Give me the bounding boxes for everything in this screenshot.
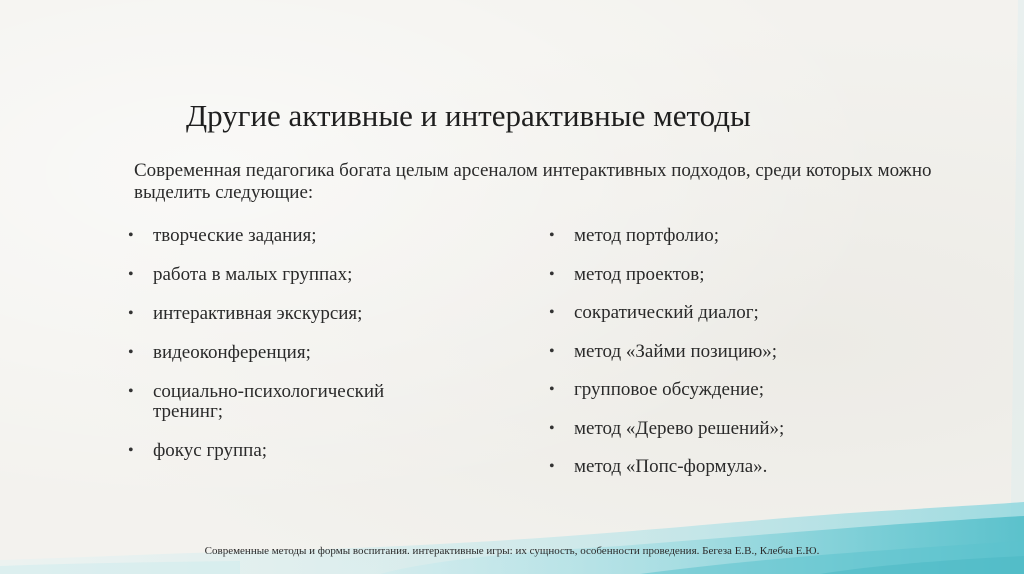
bullet-icon: • xyxy=(128,344,134,361)
list-item-text: метод «Займи позицию»; xyxy=(574,340,778,362)
bullet-icon: • xyxy=(549,381,555,398)
bullet-icon: • xyxy=(549,342,555,360)
list-item xyxy=(549,342,949,362)
list-item-text: социально-психологический тренинг; xyxy=(153,381,385,422)
list-item-text: работа в малых группах; xyxy=(153,264,353,285)
list-item xyxy=(549,303,949,323)
list-item-text: метод портфолио; xyxy=(574,225,720,246)
list-item-text: творческие задания; xyxy=(153,225,317,246)
bullet-icon: • xyxy=(128,266,134,283)
list-item-text: интерактивная экскурсия; xyxy=(153,303,363,324)
list-item xyxy=(128,265,468,285)
slide-title: Другие активные и интерактивные методы xyxy=(186,98,751,133)
list-item xyxy=(549,457,949,477)
list-item xyxy=(128,382,453,422)
list-item-text: метод «Дерево решений»; xyxy=(574,417,785,439)
list-item xyxy=(549,226,949,246)
bullet-icon: • xyxy=(549,227,555,244)
bullet-icon: • xyxy=(549,419,555,437)
bullet-icon: • xyxy=(128,442,134,459)
list-item xyxy=(549,419,949,439)
source-footer: Современные методы и формы воспитания. интерактивные игры: их сущность, особенности проведения. Бегеза Е.В., Клебча Е.Ю. xyxy=(204,545,820,557)
list-item-text: метод «Попс-формула». xyxy=(574,456,768,477)
bullet-icon: • xyxy=(128,305,134,322)
intro-paragraph: Современная педагогика богата целым арсеналом интерактивных подходов, среди которых можно выделить следующие: xyxy=(134,160,932,203)
list-item xyxy=(549,265,949,285)
list-item xyxy=(128,441,468,461)
bullet-icon: • xyxy=(549,265,555,283)
list-item-text: видеоконференция; xyxy=(153,342,311,363)
list-item xyxy=(549,380,949,400)
methods-list-left xyxy=(128,226,468,480)
list-item-text: метод проектов; xyxy=(574,263,705,285)
list-item xyxy=(128,343,468,363)
list-item-text: фокус группа; xyxy=(153,440,268,461)
methods-list-right xyxy=(549,226,949,496)
list-item-text: групповое обсуждение; xyxy=(574,379,765,400)
bullet-icon: • xyxy=(128,383,134,400)
bullet-icon: • xyxy=(128,227,134,244)
list-item-text: сократический диалог; xyxy=(574,302,759,323)
list-item xyxy=(128,304,468,324)
list-item xyxy=(128,226,468,246)
bullet-icon: • xyxy=(549,458,555,475)
bullet-icon: • xyxy=(549,304,555,321)
